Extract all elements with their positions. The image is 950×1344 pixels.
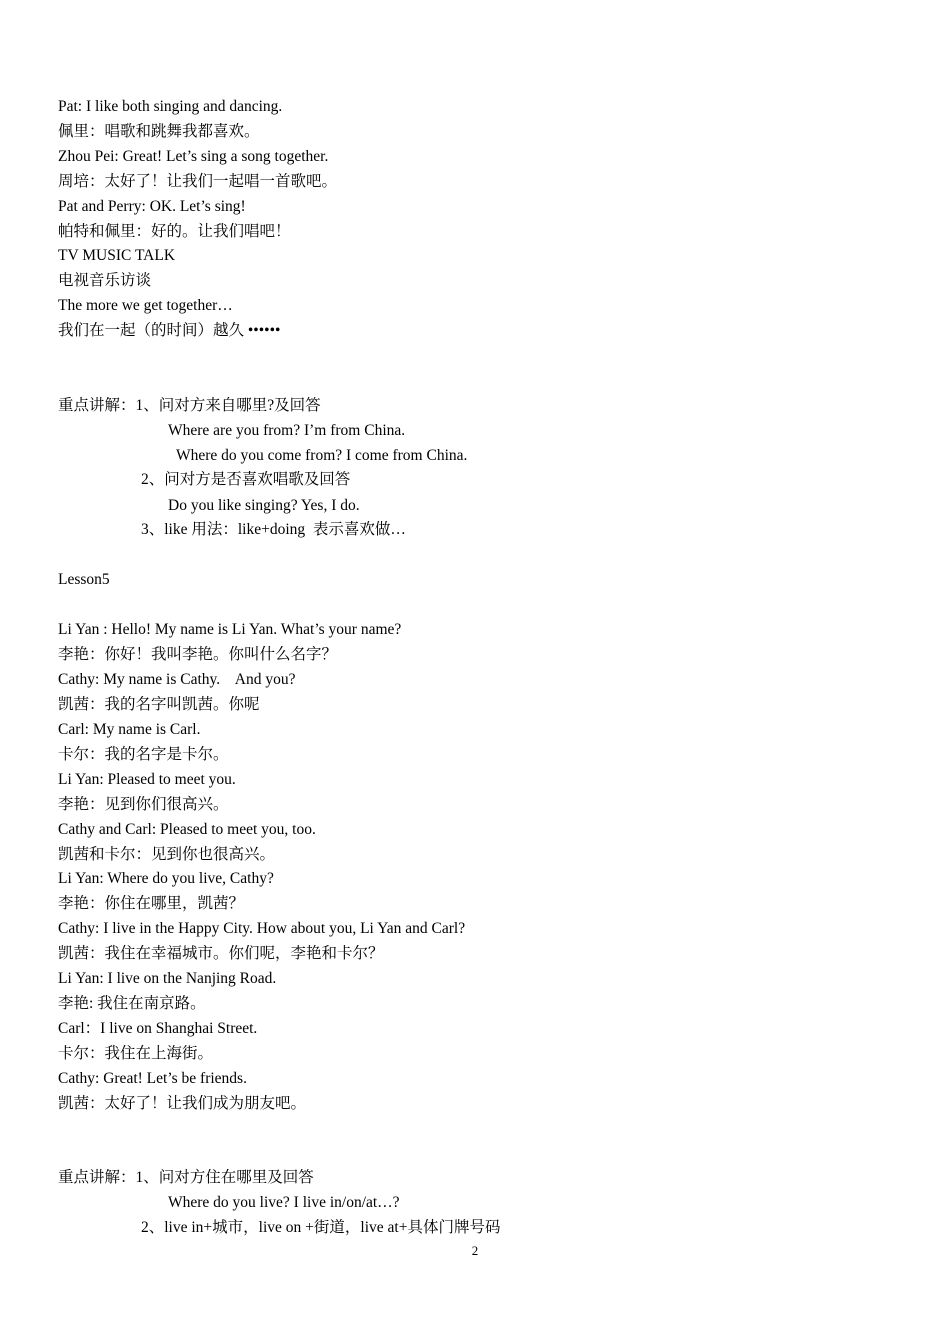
dialogue-line: 佩里：唱歌和跳舞我都喜欢。 <box>58 123 260 140</box>
dialogue-line: Li Yan: I live on the Nanjing Road. <box>58 970 277 987</box>
dialogue-line: 周培：太好了！让我们一起唱一首歌吧。 <box>58 173 338 190</box>
dialogue-line: 李艳：你好！我叫李艳。你叫什么名字？ <box>58 646 338 663</box>
dialogue-line: Cathy and Carl: Pleased to meet you, too. <box>58 821 316 838</box>
dialogue-line: Cathy: My name is Cathy. And you? <box>58 671 296 688</box>
page-number: 2 <box>471 1243 479 1258</box>
dialogue-line: 凯茜：太好了！让我们成为朋友吧。 <box>58 1095 307 1112</box>
dialogue-line: 我们在一起（的时间）越久 •••••• <box>58 322 281 339</box>
key-point-item: 3、like 用法：like+doing 表示喜欢做… <box>141 521 406 538</box>
dialogue-line: The more we get together… <box>58 297 233 314</box>
key-point-item: 2、live in+城市，live on +街道，live at+具体门牌号码 <box>141 1219 501 1236</box>
dialogue-line: Carl：I live on Shanghai Street. <box>58 1020 258 1037</box>
example-sentence: Do you like singing? Yes, I do. <box>168 497 360 514</box>
dialogue-line: 卡尔：我住在上海街。 <box>58 1045 214 1062</box>
section-title-translation: 电视音乐访谈 <box>58 272 152 289</box>
example-sentence: Where do you come from? I come from China. <box>176 447 468 464</box>
key-points-heading: 重点讲解：1、问对方来自哪里?及回答 <box>58 397 321 414</box>
dialogue-line: Li Yan: Pleased to meet you. <box>58 771 236 788</box>
dialogue-line: 李艳：见到你们很高兴。 <box>58 796 229 813</box>
dialogue-line: Pat and Perry: OK. Let’s sing! <box>58 198 246 215</box>
section-title: TV MUSIC TALK <box>58 247 176 264</box>
dialogue-line: 凯茜：我的名字叫凯茜。你呢 <box>58 696 260 713</box>
dialogue-line: 李艳：你住在哪里，凯茜？ <box>58 895 245 912</box>
example-sentence: Where are you from? I’m from China. <box>168 422 406 439</box>
dialogue-line: 李艳: 我住在南京路。 <box>58 995 206 1012</box>
dialogue-line: 凯茜：我住在幸福城市。你们呢，李艳和卡尔？ <box>58 945 384 962</box>
dialogue-line: 卡尔：我的名字是卡尔。 <box>58 746 229 763</box>
dialogue-line: Carl: My name is Carl. <box>58 721 201 738</box>
dialogue-line: 帕特和佩里：好的。让我们唱吧！ <box>58 223 291 240</box>
dialogue-line: Cathy: I live in the Happy City. How about you, Li Yan and Carl? <box>58 920 466 937</box>
example-sentence: Where do you live? I live in/on/at…? <box>168 1194 400 1211</box>
dialogue-line: Cathy: Great! Let’s be friends. <box>58 1070 247 1087</box>
dialogue-line: Li Yan : Hello! My name is Li Yan. What’s your name? <box>58 621 402 638</box>
lesson-title: Lesson5 <box>58 571 110 588</box>
dialogue-line: 凯茜和卡尔：见到你也很高兴。 <box>58 846 276 863</box>
dialogue-line: Zhou Pei: Great! Let’s sing a song together. <box>58 148 329 165</box>
key-point-item: 2、问对方是否喜欢唱歌及回答 <box>141 471 351 488</box>
dialogue-line: Pat: I like both singing and dancing. <box>58 98 283 115</box>
dialogue-line: Li Yan: Where do you live, Cathy? <box>58 870 274 887</box>
key-points-heading: 重点讲解：1、问对方住在哪里及回答 <box>58 1169 314 1186</box>
